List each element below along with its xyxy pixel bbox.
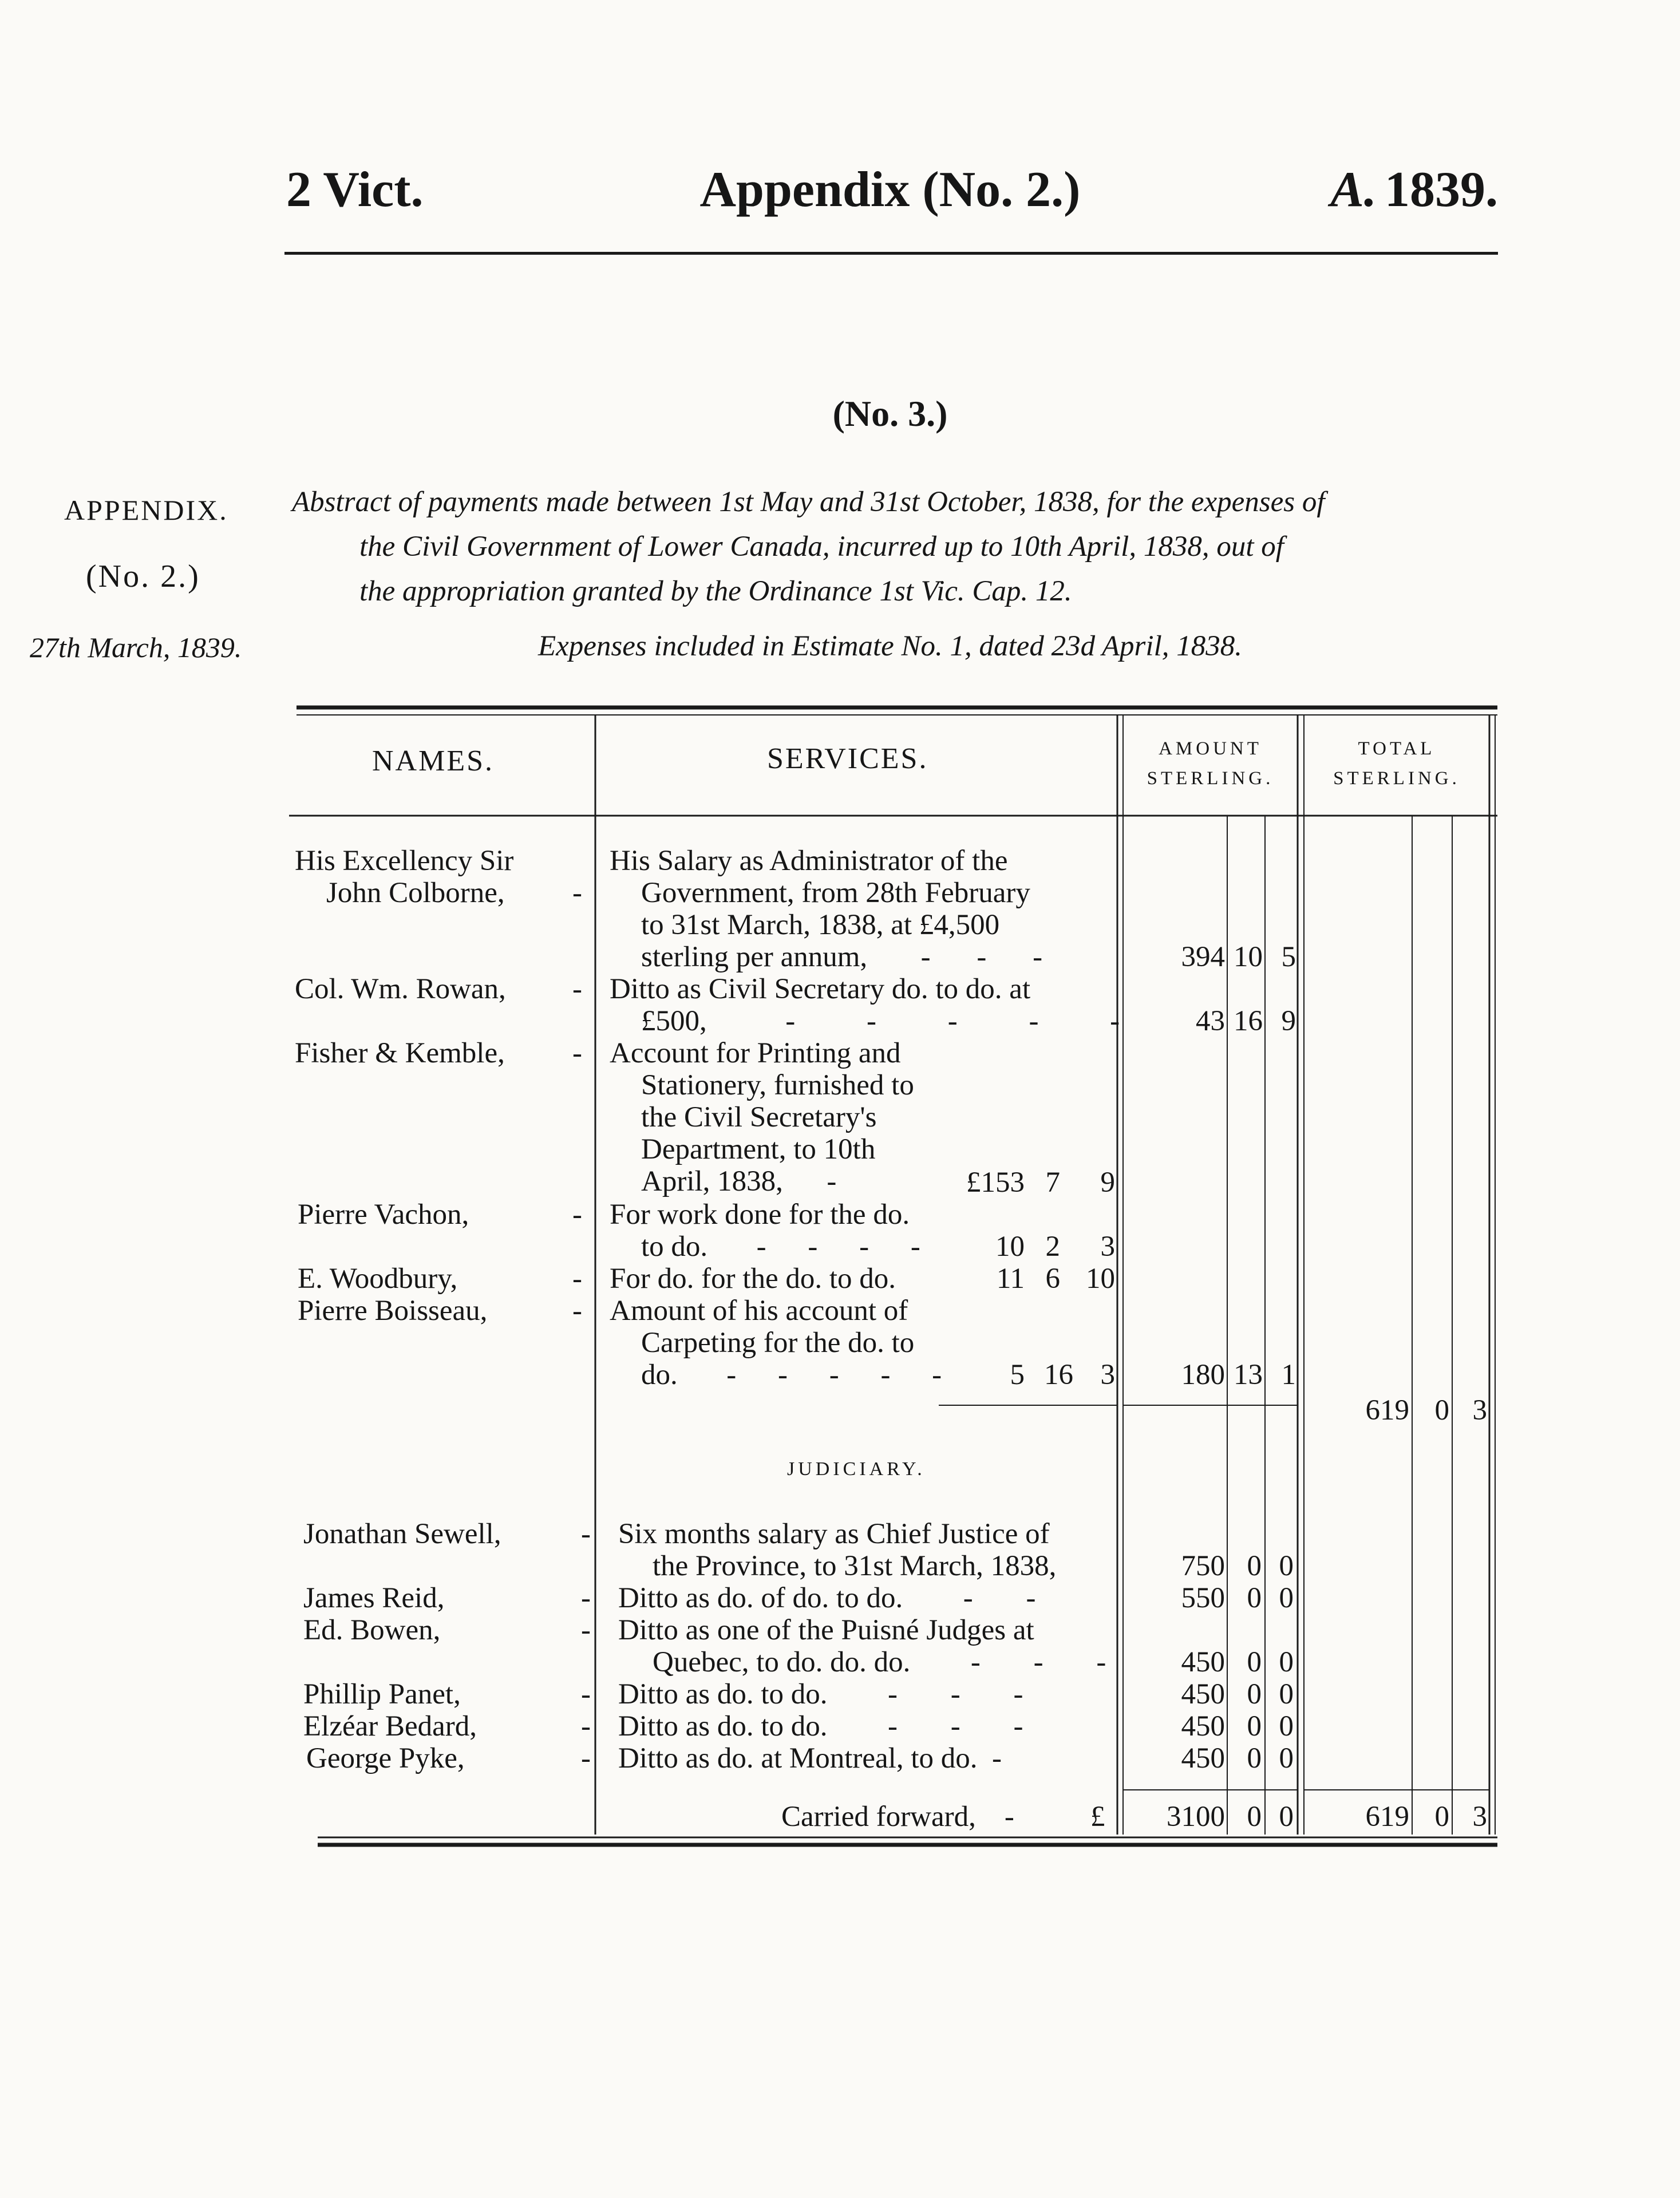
name-dash: -: [572, 1295, 582, 1327]
amount-pounds: 750: [1181, 1550, 1225, 1582]
total-shillings: 0: [1434, 1394, 1449, 1426]
name-dash: -: [581, 1710, 591, 1742]
sub-amount-pounds: 10: [995, 1231, 1025, 1263]
margin-appendix-number: (No. 2.): [86, 559, 200, 594]
amount-header-line: AMOUNT: [1159, 738, 1262, 759]
amount-pounds: 450: [1181, 1678, 1225, 1710]
abstract-line: Abstract of payments made between 1st May and 31st October, 1838, for the expenses of: [292, 486, 1325, 518]
sub-amount-pence: 10: [1086, 1263, 1115, 1295]
service-line: Stationery, furnished to: [641, 1069, 914, 1101]
amount-pence: 9: [1281, 1005, 1296, 1037]
estimate-subtitle: Expenses included in Estimate No. 1, dated 23d April, 1838.: [537, 630, 1242, 662]
amount-shillings: 0: [1247, 1646, 1262, 1678]
total-header-line: STERLING.: [1333, 768, 1460, 789]
column-header-services: SERVICES.: [767, 742, 928, 775]
column-header-amount: [1123, 734, 1298, 793]
service-cell: [610, 1037, 953, 1197]
name-cell: [295, 845, 581, 909]
name-dash: -: [581, 1742, 591, 1774]
service-line: Department, to 10th: [641, 1133, 876, 1165]
amount-pence: 0: [1279, 1646, 1294, 1678]
name-dash: -: [572, 1199, 582, 1231]
document-number: (No. 3.): [832, 393, 948, 434]
service-cell: Ditto as do. to do. - - -: [618, 1710, 1046, 1742]
amount-pence: 1: [1281, 1359, 1296, 1391]
service-cell: Ditto as do. to do. - - -: [618, 1678, 1046, 1710]
name-cell: Jonathan Sewell,: [303, 1518, 501, 1550]
service-cell: [618, 1518, 1116, 1582]
name-dash: -: [581, 1518, 591, 1550]
name-cell: Fisher & Kemble,: [295, 1037, 505, 1069]
amount-shillings: 13: [1234, 1359, 1263, 1391]
service-cell: For do. for the do. to do.: [610, 1263, 896, 1295]
abstract-line: the Civil Government of Lower Canada, incurred up to 10th April, 1838, out of: [359, 531, 1284, 563]
judiciary-heading: JUDICIARY.: [787, 1458, 926, 1480]
name-cell: E. Woodbury,: [298, 1263, 458, 1295]
sub-amount-pence: 9: [1100, 1167, 1115, 1199]
service-line: April, 1838, -: [641, 1165, 837, 1197]
service-line: For work done for the do.: [610, 1199, 910, 1231]
service-line: His Salary as Administrator of the: [610, 845, 1008, 877]
service-line: the Civil Secretary's: [641, 1101, 877, 1133]
service-line: do. - - - - -: [641, 1359, 959, 1391]
carried-total-pence: 3: [1472, 1801, 1487, 1833]
amount-pence: 5: [1281, 941, 1296, 973]
running-header-volume: 2 Vict.: [286, 162, 424, 218]
name-cell: Elzéar Bedard,: [303, 1710, 477, 1742]
amount-pence: 0: [1279, 1678, 1294, 1710]
name-dash: -: [572, 973, 582, 1005]
name-dash: -: [572, 877, 582, 909]
service-cell: Ditto as do. at Montreal, to do. -: [618, 1742, 1002, 1774]
total-header-line: TOTAL: [1358, 738, 1436, 759]
name-dash: -: [581, 1678, 591, 1710]
amount-pounds: 450: [1181, 1710, 1225, 1742]
amount-pence: 0: [1279, 1582, 1294, 1614]
sub-amount-pounds: 11: [996, 1263, 1025, 1295]
amount-pence: 0: [1279, 1742, 1294, 1774]
service-line: Quebec, to do. do. do. - - -: [653, 1646, 1129, 1678]
amount-pounds: 43: [1196, 1005, 1225, 1037]
name-line: John Colborne,: [326, 877, 505, 909]
service-line: Ditto as Civil Secretary do. to do. at: [610, 973, 1031, 1005]
name-cell: Pierre Vachon,: [298, 1199, 469, 1231]
service-line: Amount of his account of: [610, 1295, 908, 1327]
carried-amount-pounds: 3100: [1167, 1801, 1225, 1833]
amount-pounds: 450: [1181, 1742, 1225, 1774]
carried-total-shillings: 0: [1434, 1801, 1449, 1833]
sub-amount-shillings: 6: [1045, 1263, 1060, 1295]
service-line: sterling per annum, - - -: [641, 941, 1062, 973]
amount-pounds: 550: [1181, 1582, 1225, 1614]
service-cell: [610, 973, 1152, 1037]
abstract-line: the appropriation granted by the Ordinance 1st Vic. Cap. 12.: [359, 575, 1072, 607]
name-cell: Col. Wm. Rowan,: [295, 973, 506, 1005]
total-pounds: 619: [1365, 1394, 1409, 1426]
name-line: His Excellency Sir: [295, 845, 514, 877]
column-header-names: NAMES.: [372, 745, 495, 777]
amount-header-line: STERLING.: [1147, 768, 1274, 789]
sub-amount-pence: 3: [1100, 1231, 1115, 1263]
service-line: Ditto as one of the Puisné Judges at: [618, 1614, 1034, 1646]
appendix-letter: A.: [1330, 162, 1377, 218]
amount-shillings: 10: [1234, 941, 1263, 973]
service-cell: [618, 1614, 1129, 1678]
amount-pounds: 394: [1181, 941, 1225, 973]
name-dash: -: [572, 1037, 582, 1069]
service-line: to 31st March, 1838, at £4,500: [641, 909, 1000, 941]
amount-shillings: 0: [1247, 1582, 1262, 1614]
sub-amount-pence: 3: [1100, 1359, 1115, 1391]
name-cell: George Pyke,: [306, 1742, 465, 1774]
name-cell: Phillip Panet,: [303, 1678, 461, 1710]
service-line: to do. - - - -: [641, 1231, 938, 1263]
service-line: £500, - - - - -: [641, 1005, 1152, 1037]
service-cell: Ditto as do. of do. to do. - -: [618, 1582, 1059, 1614]
amount-shillings: 0: [1247, 1678, 1262, 1710]
service-cell: [610, 1295, 959, 1391]
carried-amount-pence: 0: [1279, 1801, 1294, 1833]
service-line: Six months salary as Chief Justice of: [618, 1518, 1050, 1550]
amount-shillings: 0: [1247, 1550, 1262, 1582]
name-cell: Ed. Bowen,: [303, 1614, 441, 1646]
service-cell: [610, 845, 1108, 973]
amount-pounds: 180: [1181, 1359, 1225, 1391]
sub-amount-shillings: 7: [1045, 1167, 1060, 1199]
carried-amount-shillings: 0: [1247, 1801, 1262, 1833]
amount-shillings: 16: [1234, 1005, 1263, 1037]
amount-pounds: 450: [1181, 1646, 1225, 1678]
sub-amount-pounds: 5: [1010, 1359, 1025, 1391]
service-cell: [610, 1199, 953, 1263]
running-header-title: Appendix (No. 2.): [699, 162, 1081, 218]
service-line: Account for Printing and: [610, 1037, 901, 1069]
total-pence: 3: [1472, 1394, 1487, 1426]
service-line: the Province, to 31st March, 1838,: [653, 1550, 1057, 1582]
name-dash: -: [581, 1582, 591, 1614]
name-dash: -: [572, 1263, 582, 1295]
sub-amount-shillings: 16: [1044, 1359, 1073, 1391]
service-line: Government, from 28th February: [641, 877, 1030, 909]
amount-pence: 0: [1279, 1710, 1294, 1742]
service-line: Carpeting for the do. to: [641, 1327, 915, 1359]
year: 1839.: [1385, 162, 1498, 218]
margin-date: 27th March, 1839.: [30, 631, 242, 663]
sub-amount-pounds: £153: [966, 1167, 1025, 1199]
sub-amount-shillings: 2: [1045, 1231, 1060, 1263]
amount-shillings: 0: [1247, 1742, 1262, 1774]
margin-appendix-label: APPENDIX.: [64, 494, 228, 526]
name-cell: Pierre Boisseau,: [298, 1295, 488, 1327]
name-cell: James Reid,: [303, 1582, 445, 1614]
column-header-total: [1304, 734, 1489, 793]
carried-forward-label: Carried forward, -: [781, 1801, 1014, 1833]
amount-shillings: 0: [1247, 1710, 1262, 1742]
carried-forward-currency: £: [1090, 1801, 1105, 1833]
amount-pence: 0: [1279, 1550, 1294, 1582]
carried-total-pounds: 619: [1365, 1801, 1409, 1833]
name-dash: -: [581, 1614, 591, 1646]
